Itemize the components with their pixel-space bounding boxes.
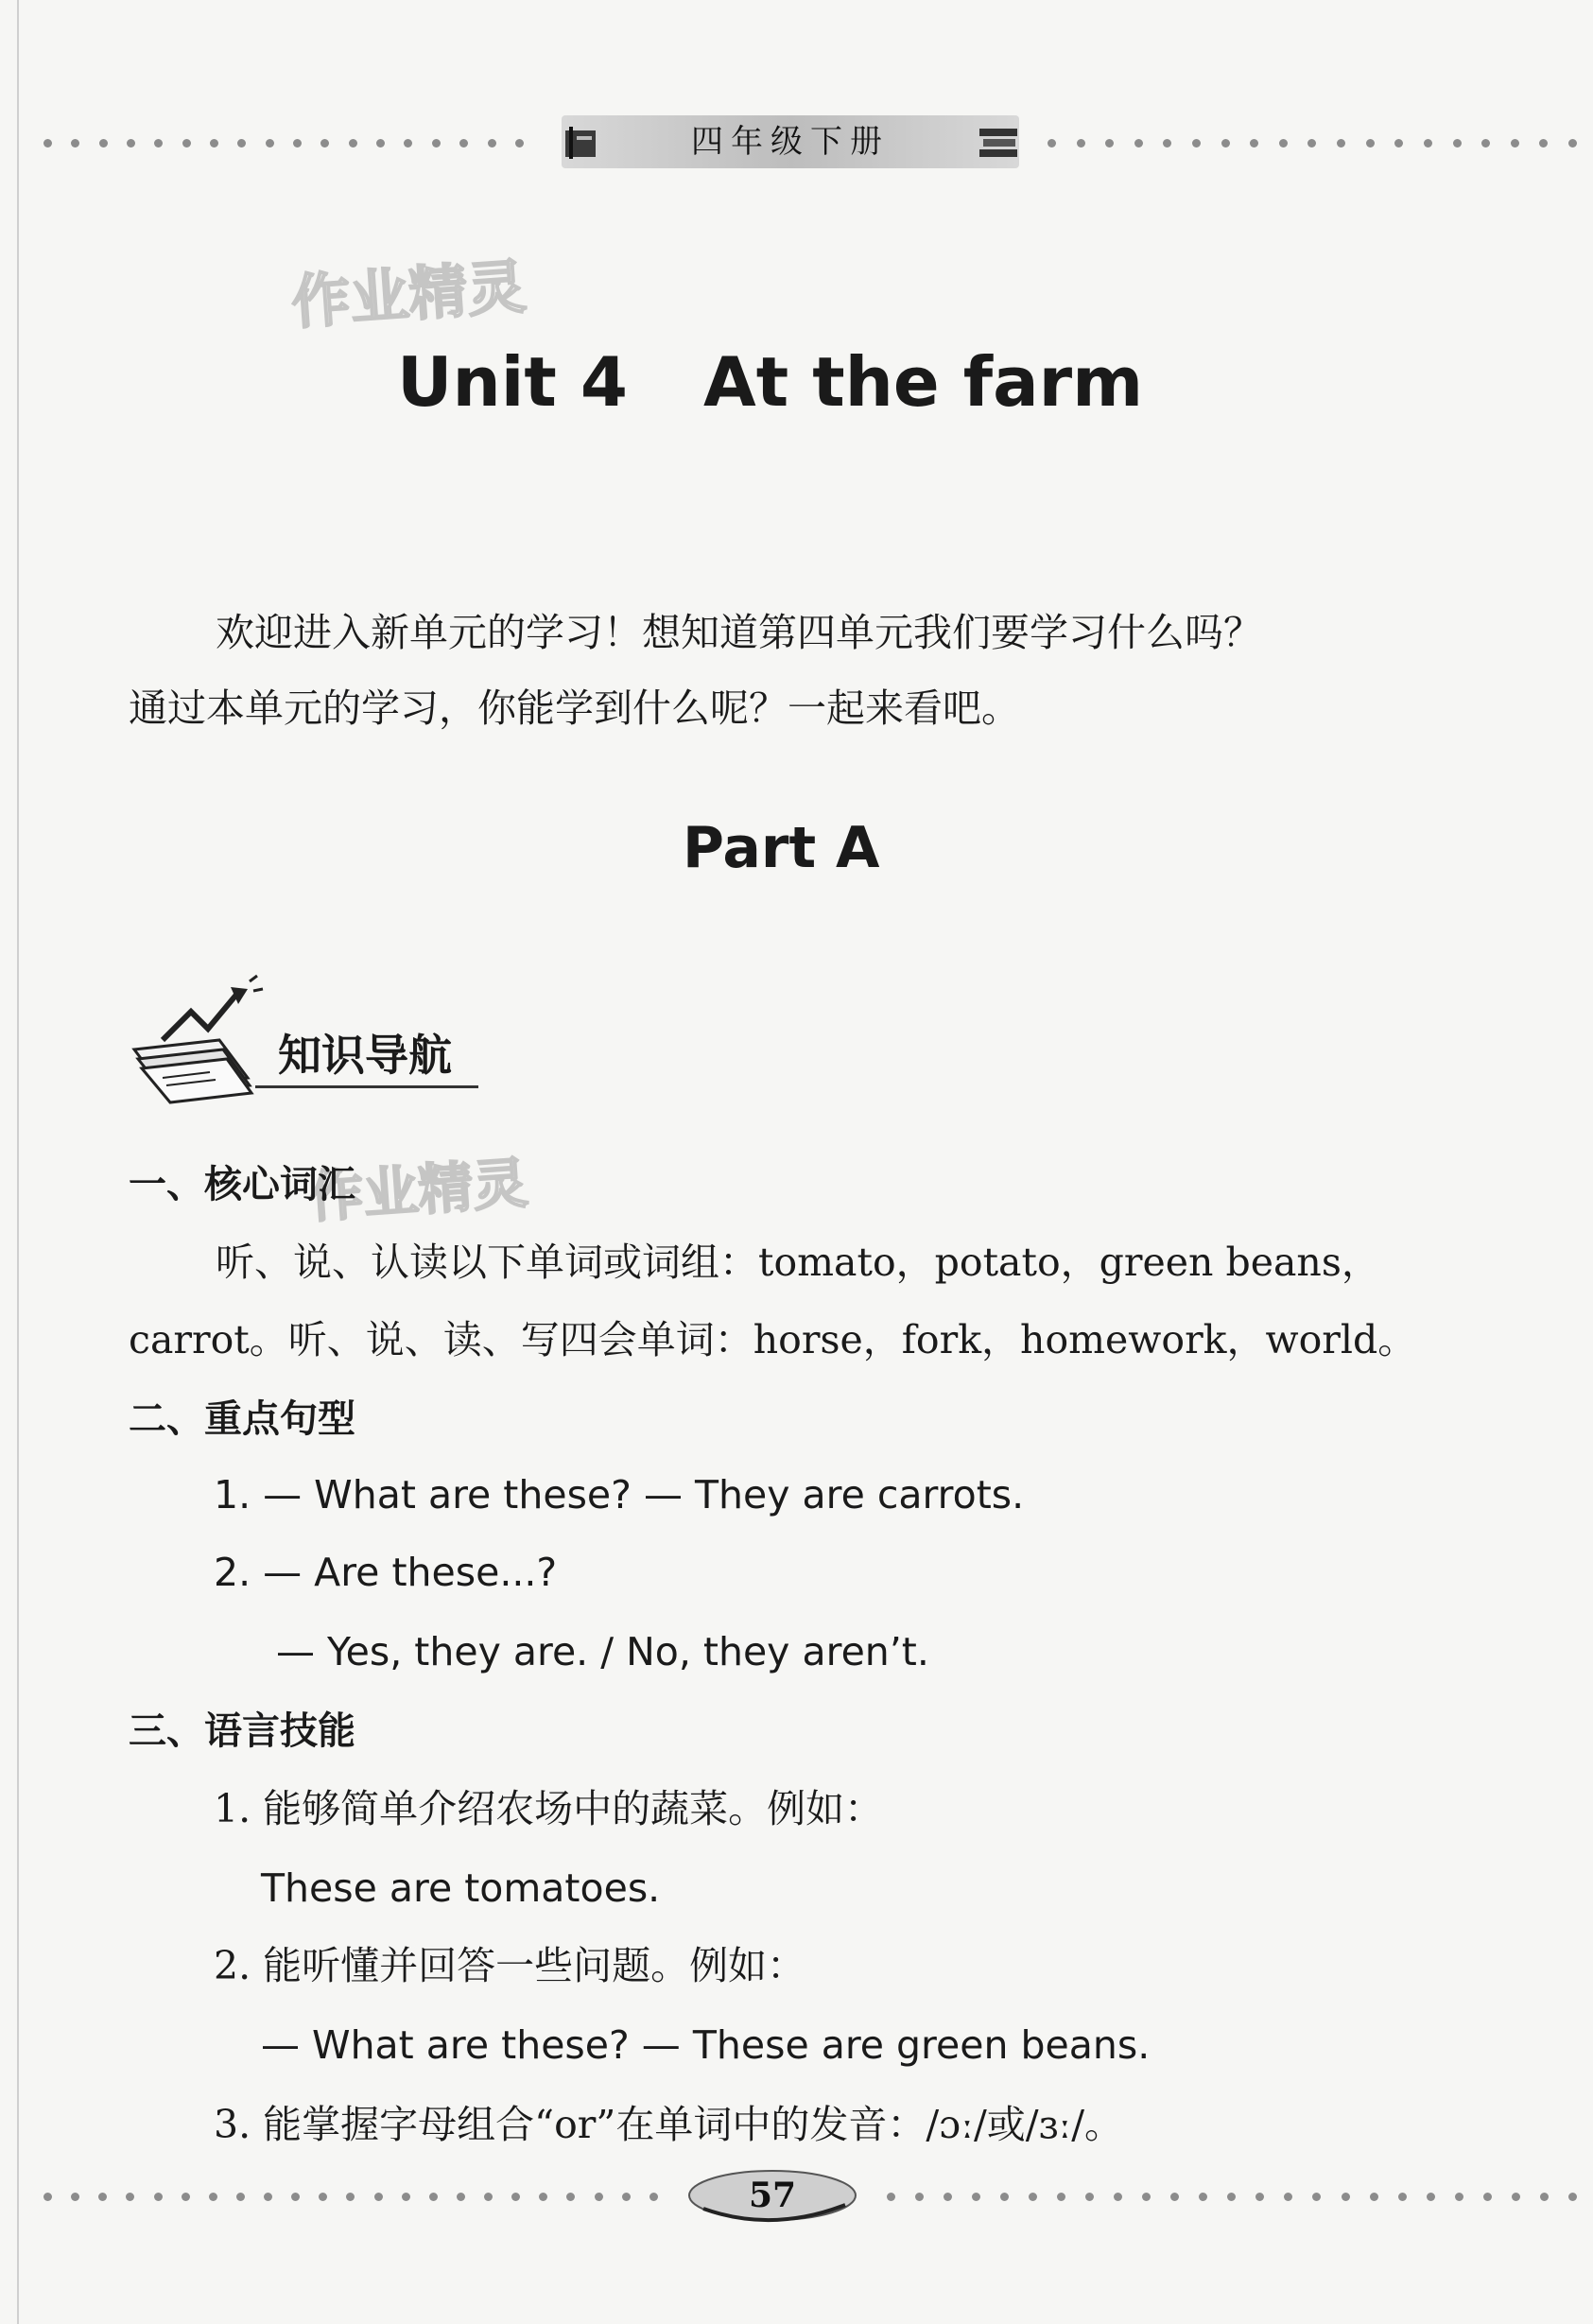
pattern-item-1: 1. — What are these? — They are carrots. bbox=[214, 1472, 1025, 1518]
nav-underline bbox=[255, 1085, 478, 1088]
vocab-line-1: 听、说、认读以下单词或词组：tomato，potato，green beans， bbox=[216, 1240, 1380, 1285]
pattern-item-2: 2. — Are these...? bbox=[214, 1550, 558, 1595]
intro-line-2: 通过本单元的学习，你能学到什么呢？一起来看吧。 bbox=[129, 685, 1020, 731]
page-number: 57 bbox=[748, 2176, 797, 2215]
unit-number: Unit 4 bbox=[397, 342, 628, 422]
section-heading-patterns: 二、重点句型 bbox=[129, 1396, 355, 1441]
intro-line-1: 欢迎进入新单元的学习！想知道第四单元我们要学习什么吗？ bbox=[216, 610, 1262, 655]
watermark-top: 作业精灵 bbox=[289, 251, 528, 338]
header-title: 四年级下册 bbox=[691, 123, 890, 161]
unit-title bbox=[397, 342, 1143, 422]
part-title: Part A bbox=[683, 815, 880, 881]
knowledge-nav-title: 知识导航 bbox=[278, 1030, 452, 1081]
header-dots-right bbox=[1048, 138, 1577, 147]
section-heading-skills: 三、语言技能 bbox=[129, 1708, 355, 1753]
skill-item-1-example: These are tomatoes. bbox=[261, 1865, 661, 1911]
footer-dots-right bbox=[887, 2192, 1577, 2201]
header-dots-left bbox=[43, 138, 524, 147]
pattern-item-2-answer: — Yes, they are. / No, they aren’t. bbox=[276, 1629, 929, 1674]
skill-item-2: 2. 能听懂并回答一些问题。例如： bbox=[214, 1943, 806, 1988]
skill-item-3: 3. 能掌握字母组合“or”在单词中的发音：/ɔː/或/ɜː/。 bbox=[214, 2102, 1124, 2147]
unit-name: At the farm bbox=[702, 342, 1144, 422]
footer-dots-left bbox=[43, 2192, 658, 2201]
watermark-middle: 作业精灵 bbox=[306, 1150, 530, 1230]
knowledge-nav-icon bbox=[125, 974, 267, 1116]
skill-item-2-example: — What are these? — These are green beans. bbox=[261, 2022, 1151, 2068]
skill-item-1: 1. 能够简单介绍农场中的蔬菜。例如： bbox=[214, 1786, 884, 1831]
page-edge bbox=[17, 0, 19, 2324]
section-heading-vocab: 一、核心词汇 bbox=[129, 1162, 355, 1206]
vocab-line-2: carrot。听、说、读、写四会单词：horse，fork，homework，world。 bbox=[129, 1317, 1417, 1362]
book-stack-icon bbox=[978, 123, 1019, 163]
